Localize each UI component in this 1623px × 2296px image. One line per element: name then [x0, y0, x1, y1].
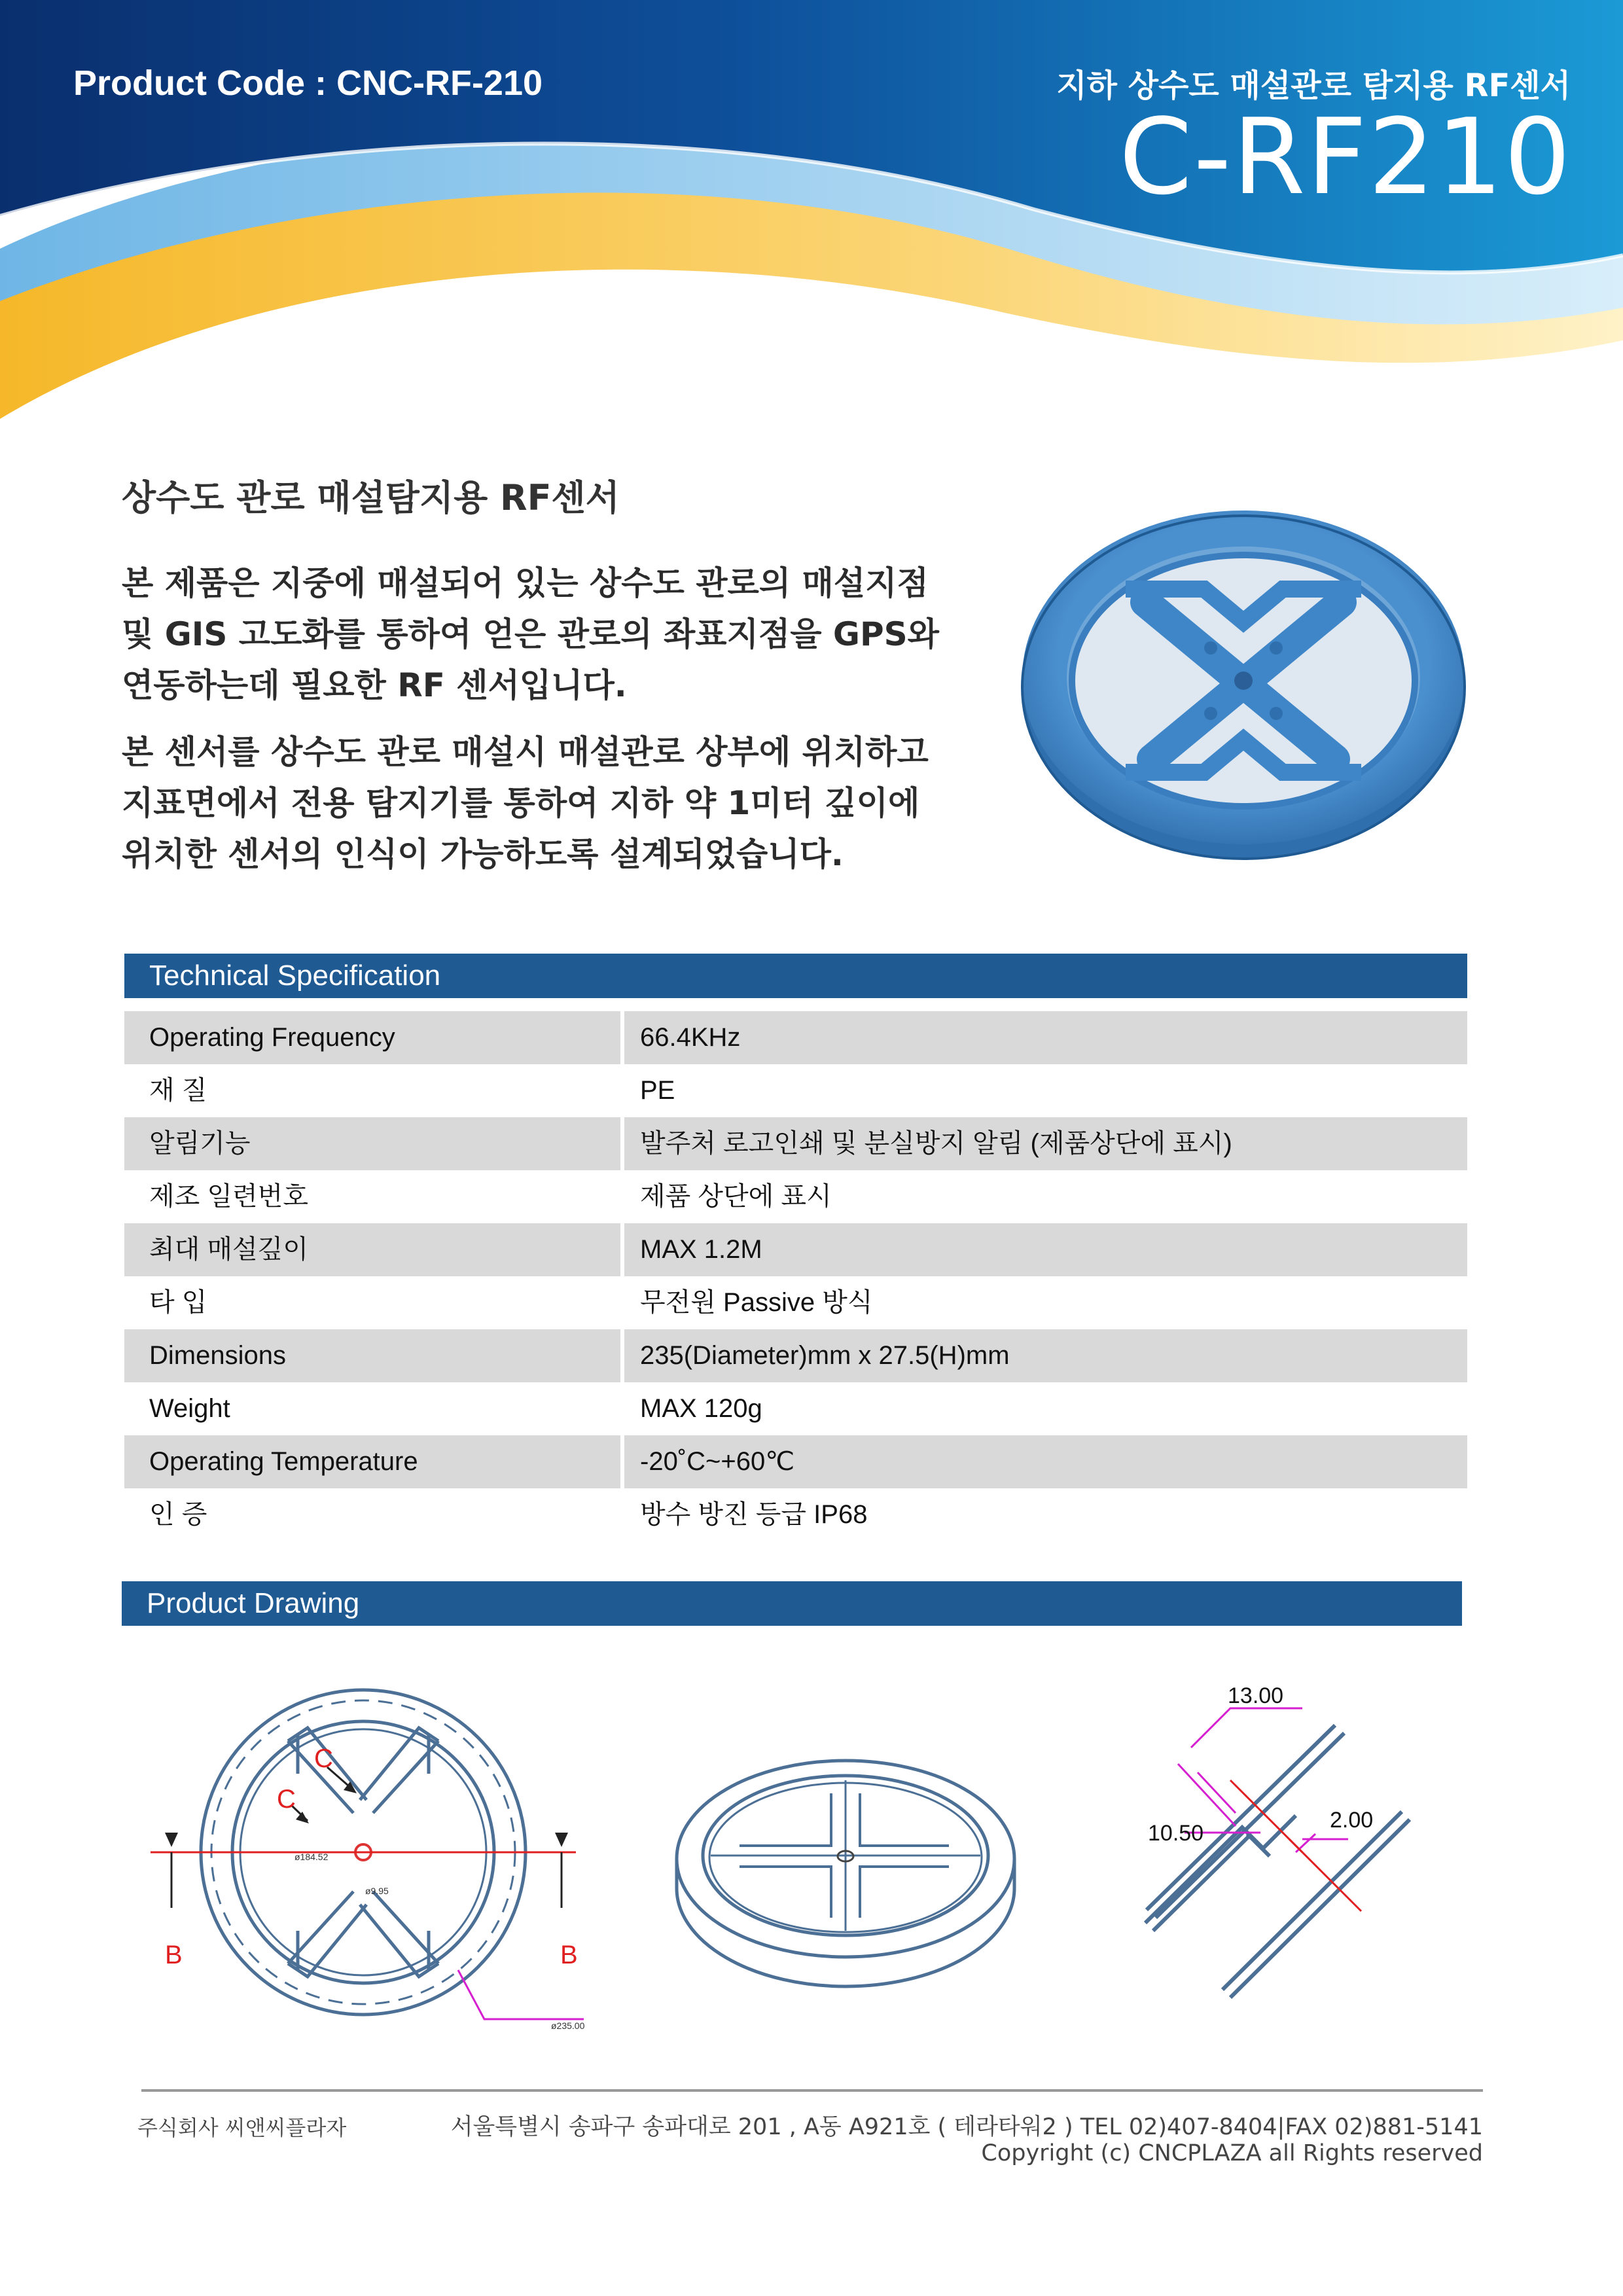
product-drawing — [0, 1662, 1623, 2081]
spec-row — [124, 1329, 1467, 1382]
section-label-c: C — [314, 1744, 333, 1773]
drawing-section-title: Product Drawing — [122, 1581, 1462, 1626]
spec-value: 66.4KHz — [624, 1011, 1467, 1064]
spec-table — [124, 1011, 1467, 1541]
spec-row — [124, 1435, 1467, 1488]
spec-key: Operating Temperature — [124, 1435, 620, 1488]
spec-value: 무전원 Passive 방식 — [640, 1288, 873, 1317]
spec-row — [124, 1117, 1467, 1170]
spec-key: Operating Frequency — [124, 1011, 620, 1064]
spec-value: 방수 방진 등급 IP68 — [640, 1500, 868, 1529]
spec-row — [124, 1276, 1467, 1329]
intro-line: 지표면에서 전용 탐지기를 통하여 지하 약 1미터 깊이에 — [122, 784, 920, 822]
intro-line: 본 센서를 상수도 관로 매설시 매설관로 상부에 위치하고 — [122, 733, 929, 771]
spec-key: Dimensions — [124, 1329, 620, 1382]
product-code: Product Code : CNC-RF-210 — [73, 63, 543, 103]
footer-company: 주식회사 씨앤씨플라자 — [137, 2115, 347, 2140]
spec-row — [124, 1170, 1467, 1223]
dimension-13: 13.00 — [1228, 1683, 1284, 1708]
footer-address: 서울특별시 송파구 송파대로 201 , A동 A921호 ( 테라타워2 ) TEL 02)407-8404|FAX 02)881-5141 — [450, 2114, 1483, 2140]
spec-value: -20˚C~+60℃ — [624, 1435, 1467, 1488]
spec-key: 인 증 — [149, 1500, 207, 1529]
dimension-inner-diameter: ø184.52 — [294, 1852, 329, 1862]
spec-row — [124, 1064, 1467, 1117]
footer-copyright: Copyright (c) CNCPLAZA all Rights reserved — [981, 2140, 1483, 2166]
spec-key: 최대 매설깊이 — [124, 1223, 620, 1276]
dimension-hole: ø9.95 — [365, 1886, 389, 1896]
spec-value: MAX 120g — [640, 1394, 762, 1423]
spec-row — [124, 1011, 1467, 1064]
spec-value: MAX 1.2M — [624, 1223, 1467, 1276]
drawing-section-detail — [1145, 1725, 1410, 1998]
spec-row — [124, 1223, 1467, 1276]
footer-divider — [141, 2089, 1483, 2092]
intro-paragraph-1 — [122, 558, 986, 711]
spec-value: 235(Diameter)mm x 27.5(H)mm — [624, 1329, 1467, 1382]
intro-line: 위치한 센서의 인식이 가능하도록 설계되었습니다. — [122, 835, 844, 873]
intro-line: 본 제품은 지중에 매설되어 있는 상수도 관로의 매설지점 — [122, 564, 929, 602]
intro-title: 상수도 관로 매설탐지용 RF센서 — [122, 477, 620, 518]
drawing-isometric-view — [677, 1761, 1014, 1986]
spec-key: 알림기능 — [124, 1117, 620, 1170]
product-photo — [1008, 491, 1479, 870]
intro-paragraph-2 — [122, 726, 986, 880]
spec-section-title: Technical Specification — [124, 954, 1467, 998]
section-label-c: C — [277, 1785, 296, 1814]
spec-key: Weight — [149, 1394, 230, 1423]
model-name: C-RF210 — [1118, 96, 1572, 218]
spec-value: PE — [640, 1076, 675, 1105]
spec-key: 제조 일련번호 — [149, 1182, 308, 1211]
spec-row — [124, 1488, 1467, 1541]
section-label-b: B — [560, 1941, 578, 1969]
header-subtitle: 지하 상수도 매설관로 탐지용 RF센서 — [1056, 67, 1571, 104]
section-label-b: B — [165, 1941, 183, 1969]
spec-row — [124, 1382, 1467, 1435]
dimension-10-5: 10.50 — [1148, 1821, 1204, 1846]
spec-value: 발주처 로고인쇄 및 분실방지 알림 (제품상단에 표시) — [624, 1117, 1467, 1170]
spec-key: 재 질 — [149, 1076, 207, 1105]
intro-line: 및 GIS 고도화를 통하여 얻은 관로의 좌표지점을 GPS와 — [122, 615, 939, 653]
spec-key: 타 입 — [149, 1288, 207, 1317]
dimension-outer-diameter: ø235.00 — [551, 2020, 585, 2031]
dimension-2: 2.00 — [1330, 1808, 1374, 1833]
intro-line: 연동하는데 필요한 RF 센서입니다. — [122, 666, 627, 704]
spec-value: 제품 상단에 표시 — [640, 1182, 832, 1211]
